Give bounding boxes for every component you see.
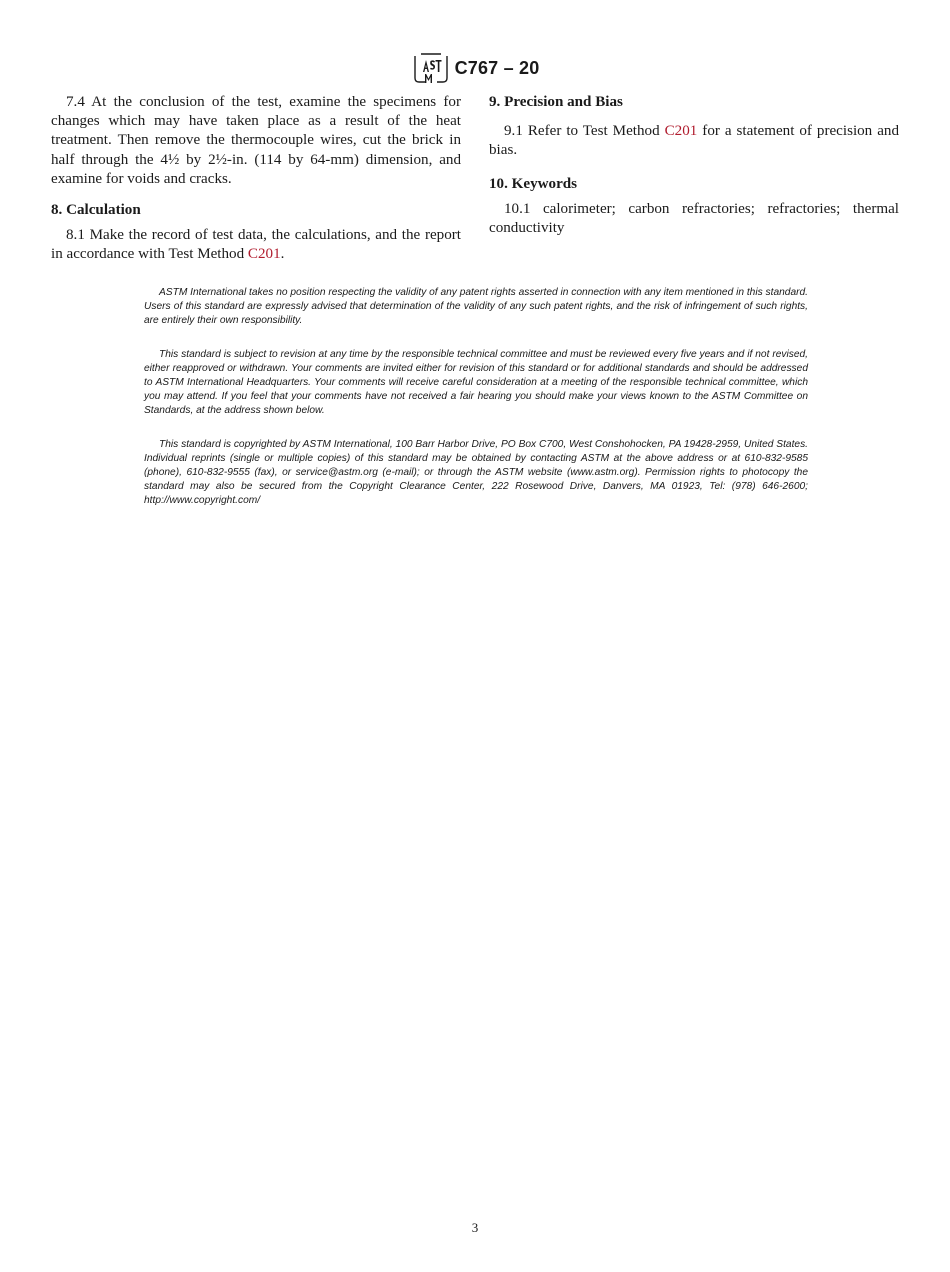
paragraph-10-1: 10.1 calorimeter; carbon refractories; refractories; thermal conductivity <box>489 200 899 237</box>
paragraph-8-1-end: . <box>280 246 285 263</box>
document-id: C767 – 20 <box>454 57 540 78</box>
paragraph-9-1-text: 9.1 Refer to Test Method <box>504 123 665 140</box>
paragraph-8-1-text: 8.1 Make the record of test data, the calculations, and the report in accordance with Test Method <box>51 227 461 263</box>
astm-logo-icon <box>411 50 451 86</box>
reference-link-c201[interactable]: C201 <box>247 246 281 263</box>
patent-notice: ASTM International takes no position respecting the validity of any patent rights asserted in connection with any item mentioned in this standard. Users of this standard are expressly advised that determination of the validity of any such patent rights, and the risk of infringement of such rights, are entirely their own responsibility. <box>144 287 808 326</box>
paragraph-8-1 <box>51 226 461 264</box>
copyright-notice: This standard is copyrighted by ASTM International, 100 Barr Harbor Drive, PO Box C700, West Conshohocken, PA 19428-2959, United States. Individual reprints (single or multiple copies) of this standard may be obtained by contacting ASTM at the above address or at 610-832-9585 (phone), 610-832-9555 (fax), or service@astm.org (e-mail); or through the ASTM website (www.astm.org). Permission rights to photocopy the standard may also be secured from the Copyright Clearance Center, 222 Rosewood Drive, Danvers, MA 01923, Tel: (978) 646-2600; http://www.copyright.com/ <box>144 439 808 506</box>
revision-notice: This standard is subject to revision at any time by the responsible technical committee and must be reviewed every five years and if not revised, either reapproved or withdrawn. Your comments are invited either for revision of this standard or for additional standards and should be addressed to ASTM International Headquarters. Your comments will receive careful consideration at a meeting of the responsible technical committee, which you may attend. If you feel that your comments have not received a fair hearing you should make your views known to the ASTM Committee on Standards, at the address shown below. <box>144 349 808 416</box>
section-heading-calculation: 8. Calculation <box>51 202 141 219</box>
right-column <box>489 93 899 238</box>
paragraph-9-1-end: for a statement of precision and bias. <box>489 123 899 159</box>
reference-link-c201[interactable]: C201 <box>664 123 698 140</box>
page-number: 3 <box>471 1220 479 1235</box>
section-heading-precision-and-bias: 9. Precision and Bias <box>489 94 623 110</box>
left-column <box>51 93 461 265</box>
paragraph-9-1 <box>489 122 899 160</box>
page-header <box>0 50 950 86</box>
section-heading-keywords: 10. Keywords <box>489 175 578 192</box>
paragraph-7-4: 7.4 At the conclusion of the test, examine the specimens for changes which may have taken place as a result of the heat treatment. Then remove the thermocouple wires, cut the brick in half through the 4½ by 2½-in. (114 by 64-mm) dimension, and examine for voids and cracks. <box>51 94 461 187</box>
legal-notices <box>144 286 808 528</box>
